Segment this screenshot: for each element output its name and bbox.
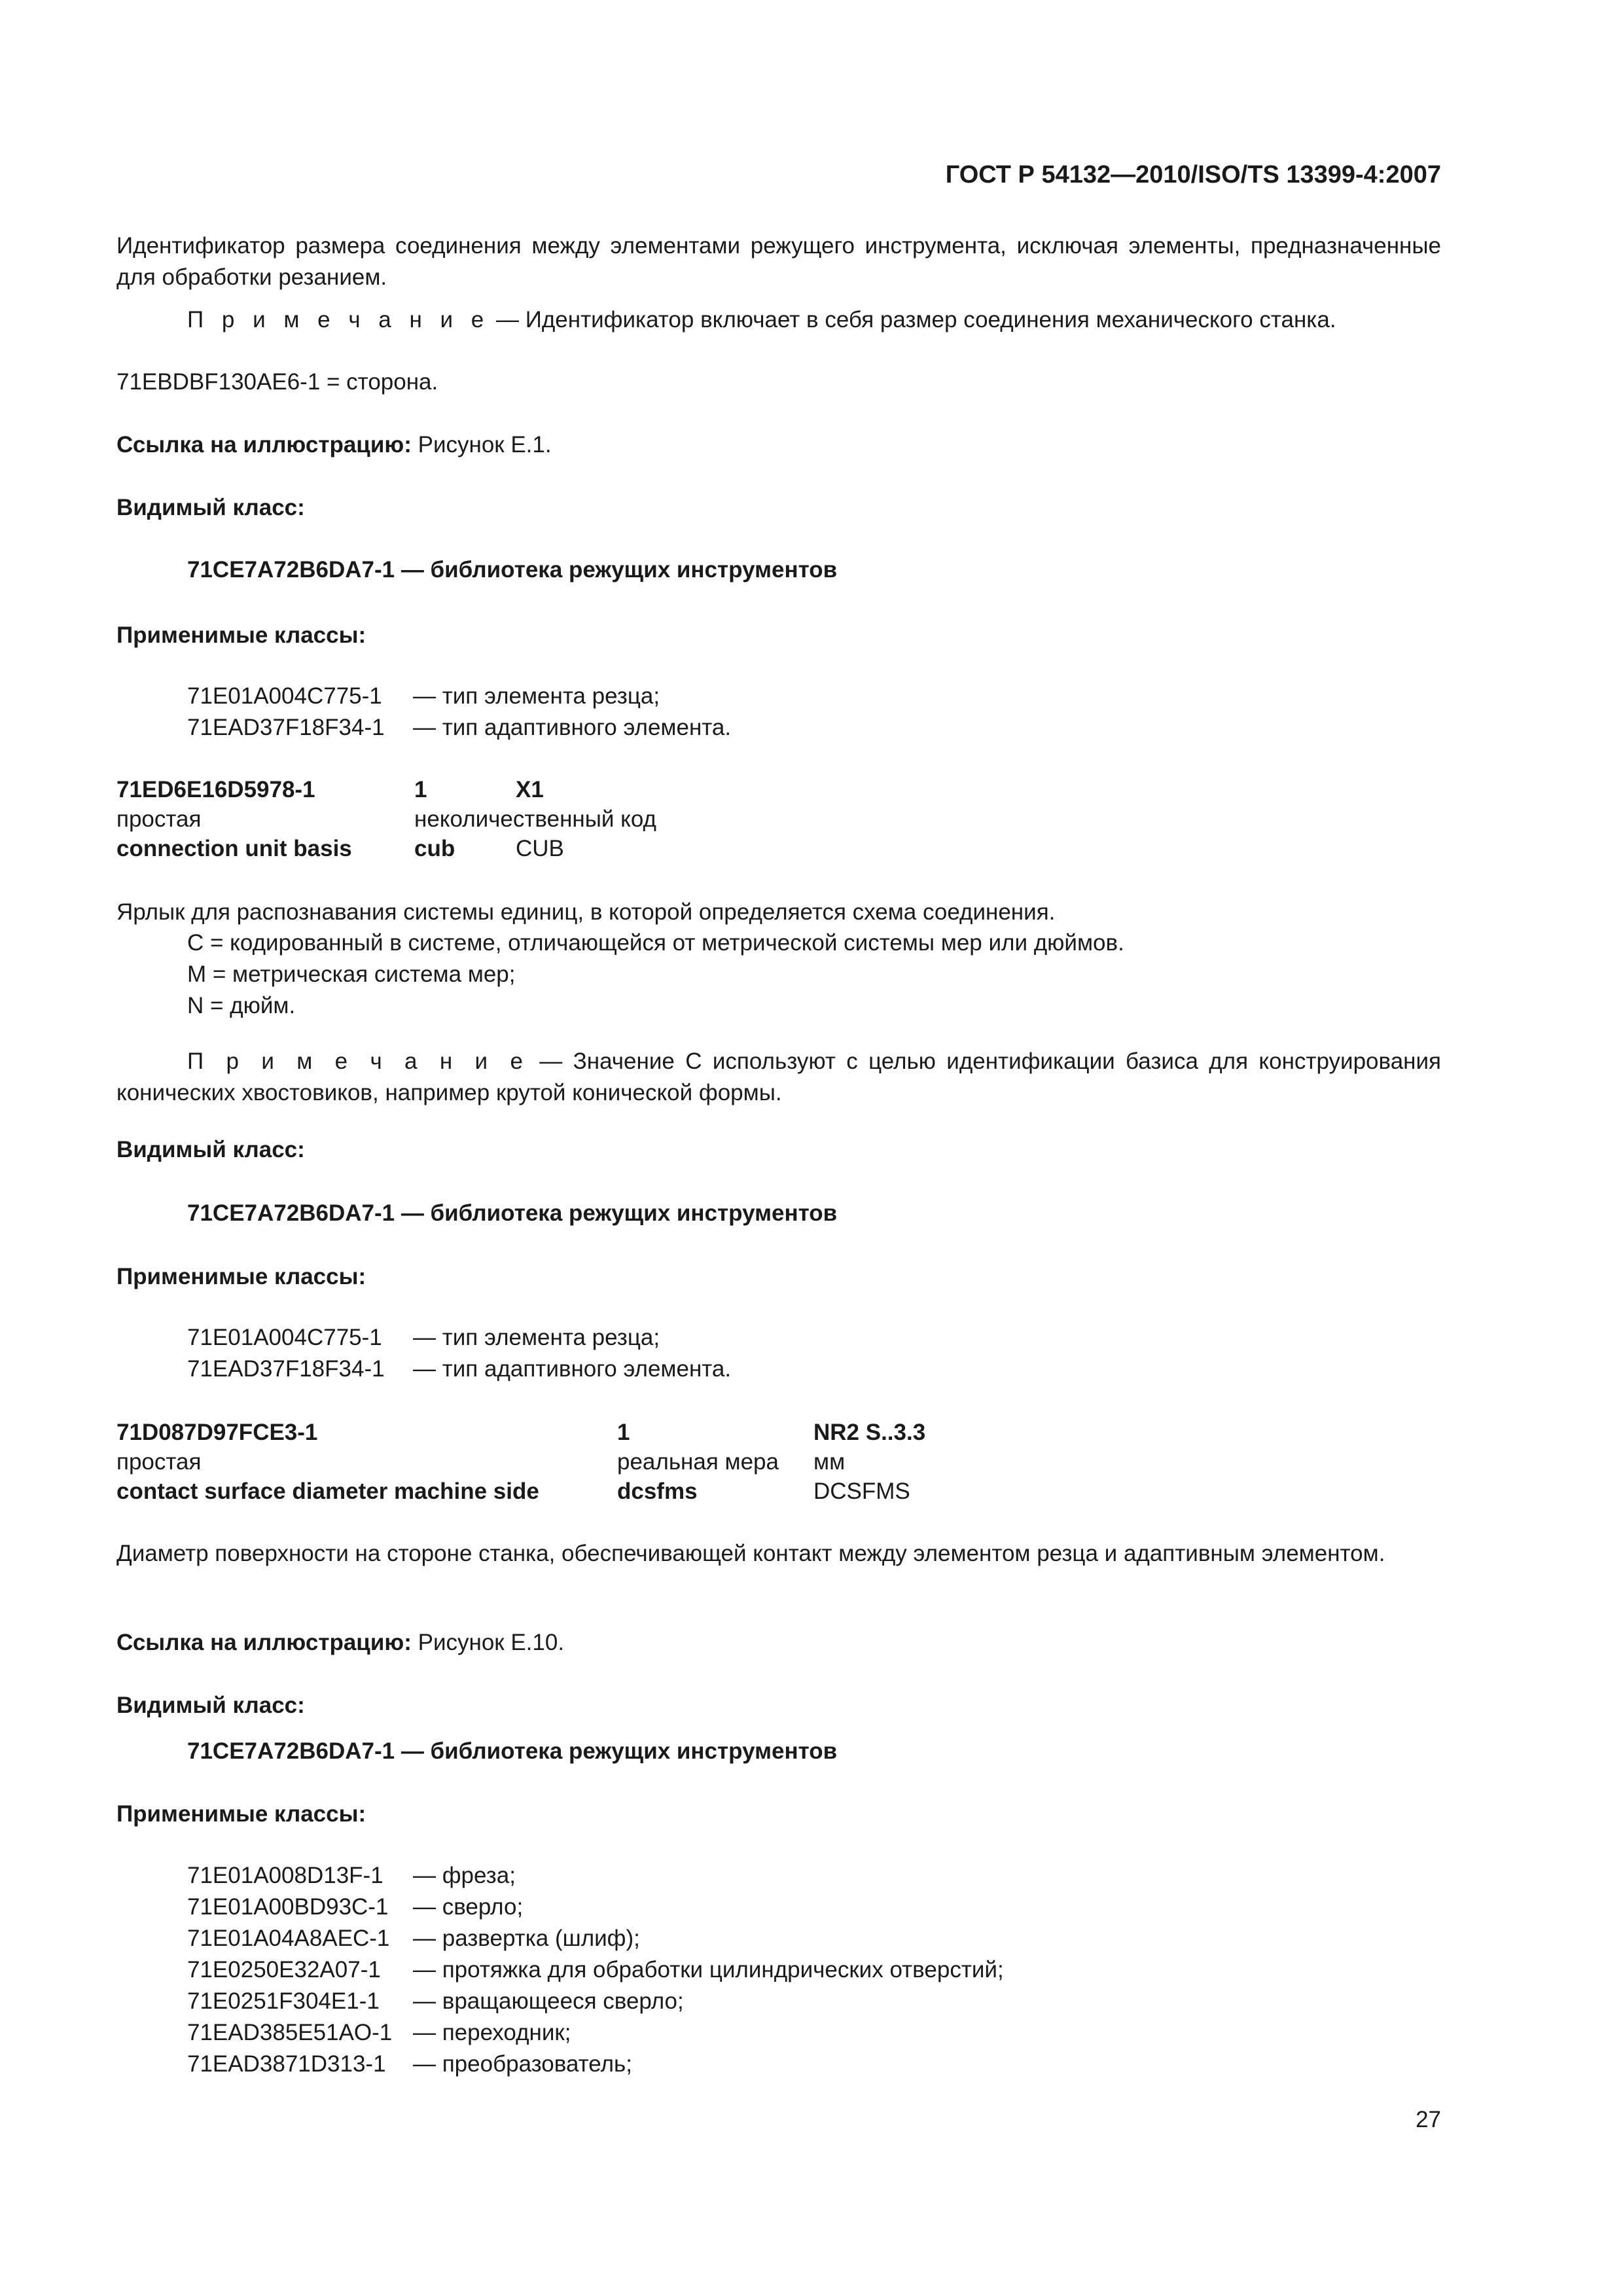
applicable-classes-label: Применимые классы: [116, 1801, 366, 1827]
visible-class-value: 71CE7A72B6DA7-1 — библиотека режущих инструментов [187, 1738, 838, 1764]
property-unit: мм [813, 1449, 846, 1475]
property-format: NR2 S..3.3 [813, 1420, 926, 1445]
list-item: 71EAD37F18F34-1 — тип адаптивного элемента. [187, 1356, 732, 1382]
applicable-classes-list [116, 1860, 1512, 2080]
property-symbol: cub [414, 836, 455, 861]
visible-class-label: Видимый класс: [116, 1137, 305, 1162]
list-item: N = дюйм. [187, 993, 296, 1018]
list-item: 71E0251F304E1-1 — вращающееся сверло; [187, 1988, 684, 2014]
illustration-reference [116, 1627, 1441, 1659]
visible-class-value: 71CE7A72B6DA7-1 — библиотека режущих инструментов [187, 1200, 838, 1226]
definition-text: Диаметр поверхности на стороне станка, обеспечивающей контакт между элементом резца и адаптивным элементом. [116, 1541, 1385, 1566]
visible-class-label: Видимый класс: [116, 495, 305, 520]
note-text: — Идентификатор включает в себя размер соединения механического станка. [490, 307, 1336, 332]
property-code: CUB [516, 836, 564, 861]
property-table [116, 1418, 925, 1506]
applicable-classes-list [116, 1322, 1512, 1385]
list-item: 71E01A008D13F-1 — фреза; [187, 1863, 516, 1888]
property-kind: простая [116, 1449, 202, 1475]
note-label: П р и м е ч а н и е [187, 307, 490, 332]
property-id: 71ED6E16D5978-1 [116, 777, 315, 802]
property-name: connection unit basis [116, 836, 352, 861]
definition-text: Идентификатор размера соединения между элементами режущего инструмента, исключая элементы, предназначенные для обработки резанием. [116, 233, 1441, 290]
property-code: DCSFMS [813, 1479, 910, 1504]
visible-class-value: 71CE7A72B6DA7-1 — библиотека режущих инструментов [187, 557, 838, 583]
list-item: 71EAD37F18F34-1 — тип адаптивного элемента. [187, 715, 732, 740]
list-item: М = метрическая система мер; [187, 961, 516, 987]
property-name: contact surface diameter machine side [116, 1479, 539, 1504]
list-item: С = кодированный в системе, отличающейся от метрической системы мер или дюймов. [187, 930, 1124, 956]
applicable-classes-label: Применимые классы: [116, 1264, 366, 1289]
list-item: 71E0250E32A07-1 — протяжка для обработки цилиндрических отверстий; [187, 1957, 1004, 1982]
list-item: 71EAD385E51AO-1 — переходник; [187, 2020, 571, 2045]
property-table [116, 775, 656, 863]
ref-label: Ссылка на иллюстрацию: [116, 432, 412, 457]
document-page [116, 0, 1441, 2296]
list-item: 71E01A00BD93C-1 — сверло; [187, 1894, 524, 1920]
list-item: 71EAD3871D313-1 — преобразователь; [187, 2051, 632, 2077]
note [116, 1046, 1441, 1109]
property-format: X1 [516, 777, 544, 802]
property-version: 1 [414, 777, 427, 802]
list-item: 71E01A004C775-1 — тип элемента резца; [187, 683, 660, 709]
list-item: 71E01A004C775-1 — тип элемента резца; [187, 1325, 660, 1350]
value-line: 71EBDBF130AE6-1 = сторона. [116, 369, 438, 395]
applicable-classes-label: Применимые классы: [116, 622, 366, 648]
visible-class-label: Видимый класс: [116, 1693, 305, 1718]
property-datatype: неколичественный код [414, 806, 656, 832]
property-symbol: dcsfms [617, 1479, 698, 1504]
ref-label: Ссылка на иллюстрацию: [116, 1630, 412, 1655]
page-number: 27 [1416, 2107, 1441, 2132]
property-kind: простая [116, 806, 202, 832]
ref-value: Рисунок Е.1. [411, 432, 552, 457]
property-version: 1 [617, 1420, 630, 1445]
definition-text: Ярлык для распознавания системы единиц, в которой определяется схема соединения. [116, 899, 1056, 925]
property-id: 71D087D97FCE3-1 [116, 1420, 318, 1445]
document-header: ГОСТ Р 54132—2010/ISO/TS 13399-4:2007 [945, 161, 1441, 188]
value-list [116, 927, 1512, 1022]
list-item: 71E01A04A8AEC-1 — развертка (шлиф); [187, 1926, 640, 1951]
ref-value: Рисунок Е.10. [411, 1630, 565, 1655]
note-text: — Значение С используют с целью идентификации базиса для конструирования конических хвостовиков, например крутой конической формы. [116, 1049, 1441, 1105]
note-label: П р и м е ч а н и е [187, 1049, 529, 1074]
property-datatype: реальная мера [617, 1449, 779, 1475]
applicable-classes-list [116, 681, 1512, 744]
illustration-reference [116, 429, 1441, 461]
note [116, 304, 1512, 336]
